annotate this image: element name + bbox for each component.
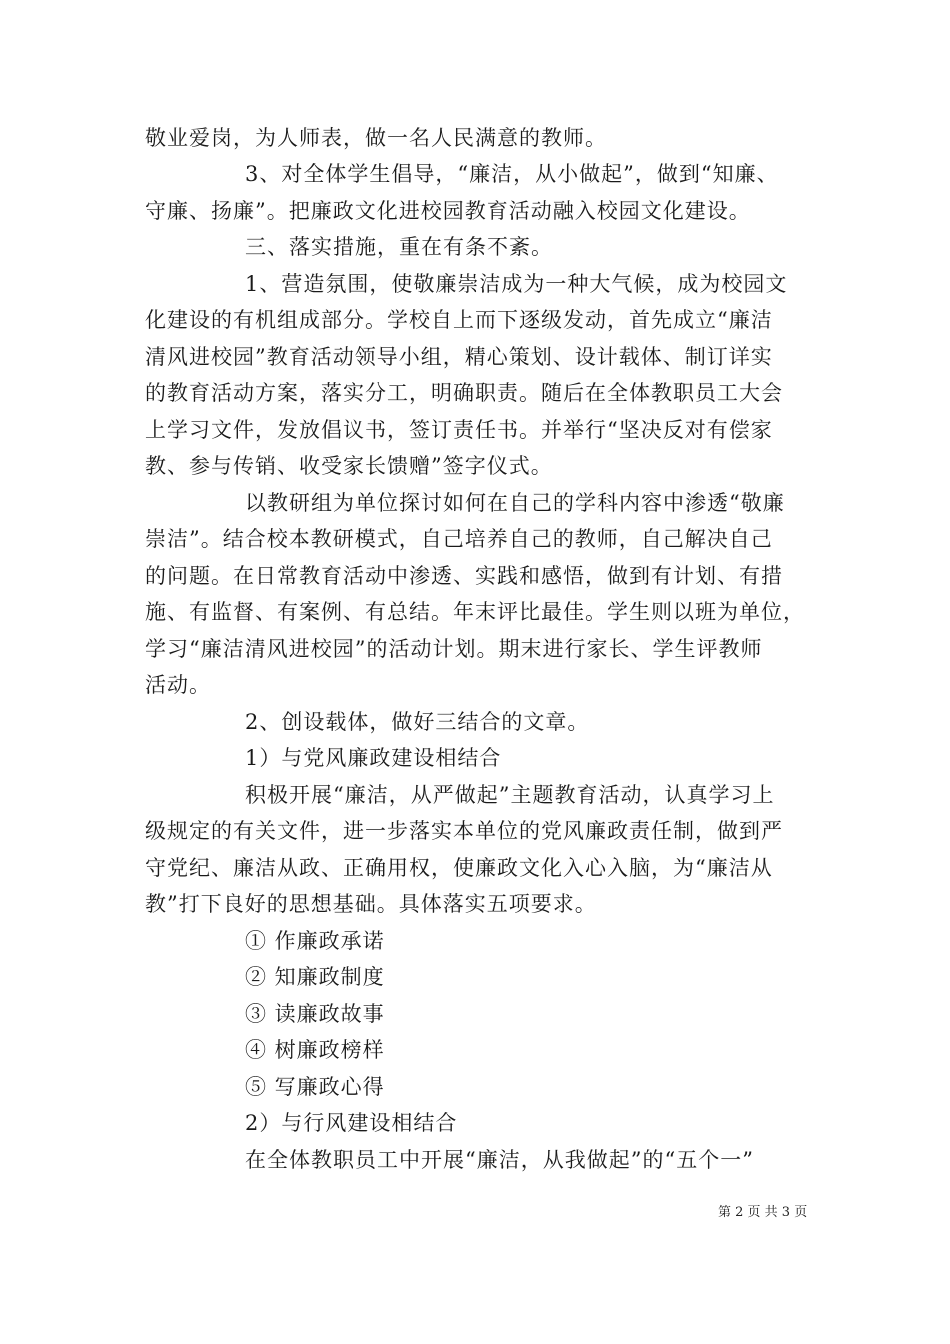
text-line: 施、有监督、有案例、有总结。年末评比最佳。学生则以班为单位， (145, 600, 805, 624)
list-item: ④ 树廉政榜样 (245, 1038, 385, 1062)
text-line: 的教育活动方案，落实分工，明确职责。随后在全体教职员工大会 (145, 381, 783, 405)
text-line: 级规定的有关文件，进一步落实本单位的党风廉政责任制，做到严 (145, 819, 783, 843)
text-line: 学习“廉洁清风进校园”的活动计划。期末进行家长、学生评教师 (145, 637, 763, 661)
page-footer: 第 2 页 共 3 页 (718, 1205, 808, 1220)
text-line: 活动。 (145, 673, 211, 697)
list-item: ② 知廉政制度 (245, 965, 385, 989)
text-line: 以教研组为单位探讨如何在自己的学科内容中渗透“敬廉 (245, 491, 785, 515)
list-item: ⑤ 写廉政心得 (245, 1075, 385, 1099)
text-line: 的问题。在日常教育活动中渗透、实践和感悟，做到有计划、有措 (145, 564, 783, 588)
text-line: 2、创设载体，做好三结合的文章。 (245, 710, 590, 734)
text-line: 上学习文件，发放倡议书，签订责任书。并举行“坚决反对有偿家 (145, 418, 773, 442)
text-line: 积极开展“廉洁，从严做起”主题教育活动，认真学习上 (245, 783, 775, 807)
text-line: 守党纪、廉洁从政、正确用权，使廉政文化入心入脑，为“廉洁从 (145, 856, 773, 880)
subsection-heading: 2）与行风建设相结合 (245, 1111, 458, 1135)
text-line: 清风进校园”教育活动领导小组，精心策划、设计载体、制订详实 (145, 345, 773, 369)
list-item: ① 作廉政承诺 (245, 929, 385, 953)
subsection-heading: 1）与党风廉政建设相结合 (245, 746, 502, 770)
text-line: 化建设的有机组成部分。学校自上而下逐级发动，首先成立“廉洁 (145, 308, 773, 332)
text-line: 3、对全体学生倡导，“廉洁，从小做起”，做到“知廉、 (245, 162, 779, 186)
text-line: 在全体教职员工中开展“廉洁，从我做起”的“五个一” (245, 1148, 754, 1172)
section-heading: 三、落实措施，重在有条不紊。 (245, 235, 553, 259)
text-line: 1、营造氛围，使敬廉崇洁成为一种大气候，成为校园文 (245, 272, 788, 296)
text-line: 教”打下良好的思想基础。具体落实五项要求。 (145, 892, 597, 916)
text-line: 敬业爱岗，为人师表，做一名人民满意的教师。 (145, 126, 607, 150)
list-item: ③ 读廉政故事 (245, 1002, 385, 1026)
text-line: 教、参与传销、收受家长馈赠”签字仪式。 (145, 454, 553, 478)
text-line: 守廉、扬廉”。把廉政文化进校园教育活动融入校园文化建设。 (145, 199, 751, 223)
text-line: 崇洁”。结合校本教研模式，自己培养自己的教师，自己解决自己 (145, 527, 773, 551)
